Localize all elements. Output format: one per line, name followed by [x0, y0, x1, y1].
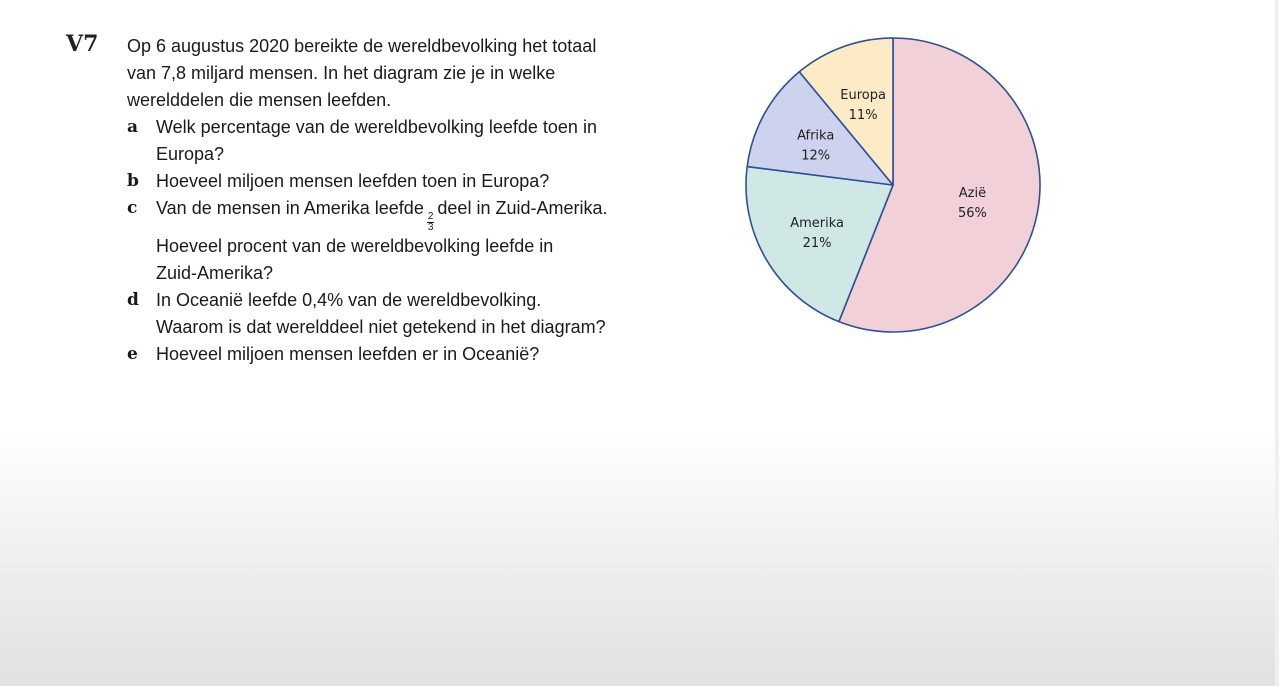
pie-slice-value-label: 11% — [848, 108, 878, 124]
part-letter: a — [127, 117, 139, 137]
pie-slice-label: Amerika — [790, 215, 844, 231]
part-line: Welk percentage van de wereldbevolking leefde toen in — [156, 117, 597, 137]
right-edge — [1275, 0, 1279, 686]
part-text: deel in Zuid-Amerika. — [437, 198, 608, 218]
pie-chart — [738, 33, 1048, 338]
part-d — [127, 287, 687, 341]
part-line-with-fraction — [156, 195, 687, 233]
intro-line: Op 6 augustus 2020 bereikte de wereldbevolking het totaal — [127, 36, 597, 56]
part-line: Zuid-Amerika? — [156, 263, 274, 283]
part-e — [127, 341, 687, 368]
question-intro — [127, 33, 687, 114]
pie-slice-value-label: 21% — [802, 235, 832, 251]
fraction-denominator: 3 — [427, 222, 434, 233]
part-letter: e — [127, 344, 138, 364]
part-text: Van de mensen in Amerika leefde — [156, 198, 424, 218]
part-line: Europa? — [156, 144, 225, 164]
pie-slice-label: Europa — [840, 88, 886, 104]
pie-slices — [746, 38, 1040, 332]
question-number: V7 — [66, 31, 99, 57]
pie-slice-label: Afrika — [797, 128, 835, 144]
question-parts — [127, 114, 687, 368]
part-line: In Oceanië leefde 0,4% van de wereldbevolking. — [156, 290, 542, 310]
fraction-numerator: 2 — [427, 211, 434, 222]
fraction — [427, 212, 435, 233]
pie-slice-label: Azië — [958, 186, 987, 202]
pie-slice-value-label: 56% — [957, 206, 987, 222]
part-b — [127, 168, 687, 195]
part-letter: d — [127, 290, 139, 310]
intro-line: van 7,8 miljard mensen. In het diagram zie je in welke — [127, 63, 556, 83]
pie-slice-value-label: 12% — [801, 148, 831, 164]
part-a — [127, 114, 687, 168]
part-line: Hoeveel miljoen mensen leefden toen in Europa? — [156, 171, 550, 191]
part-line: Hoeveel miljoen mensen leefden er in Oceanië? — [156, 344, 540, 364]
part-letter: c — [127, 198, 138, 218]
part-line: Hoeveel procent van de wereldbevolking leefde in — [156, 236, 554, 256]
part-c — [127, 195, 687, 287]
part-letter: b — [127, 171, 139, 191]
part-line: Waarom is dat werelddeel niet getekend in het diagram? — [156, 317, 606, 337]
intro-line: werelddelen die mensen leefden. — [127, 90, 392, 110]
